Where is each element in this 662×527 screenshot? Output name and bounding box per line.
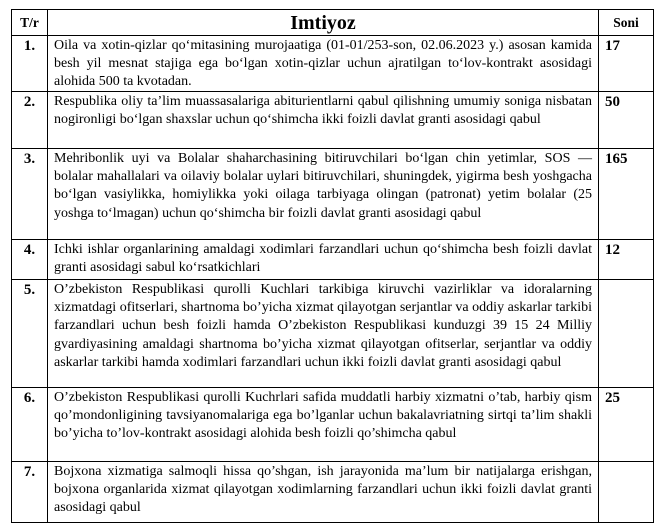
benefits-table bbox=[11, 9, 654, 523]
header-benefit: Imtiyoz bbox=[48, 10, 599, 36]
row-count: 165 bbox=[599, 149, 654, 240]
table-row bbox=[12, 388, 654, 462]
row-count: 12 bbox=[599, 240, 654, 280]
row-number: 7. bbox=[12, 462, 48, 523]
table-row bbox=[12, 36, 654, 92]
row-count bbox=[599, 280, 654, 388]
row-text: O’zbekiston Respublikasi qurolli Kuchrlari safida muddatli harbiy xizmatni o’tab, harbiy qism qo’mondonligining tavsiyanomalariga ega bo’lganlar uchun bakalavriatning sirtqi ta’lim shakli bo’yicha to’lov-kontrakt asosidagi alohida besh foizli qo’shimcha qabul bbox=[48, 388, 599, 462]
table-row bbox=[12, 462, 654, 523]
row-count: 50 bbox=[599, 92, 654, 149]
row-number: 3. bbox=[12, 149, 48, 240]
row-number: 6. bbox=[12, 388, 48, 462]
header-row bbox=[12, 10, 654, 36]
table-row bbox=[12, 280, 654, 388]
row-number: 2. bbox=[12, 92, 48, 149]
table-row bbox=[12, 149, 654, 240]
row-text: O’zbekiston Respublikasi qurolli Kuchlari tarkibiga kiruvchi vazirliklar va idoralarning xizmatdagi ofitserlari, shartnoma bo’yicha xizmat qilayotgan serjantlar va oddiy askarlar tarkibi farzandlari uchun besh foizli hamda O’zbekiston Respublikasi kunduzgi 39 15 24 Milliy gvardiyasining amaldagi shartnoma bo’yicha xizmat qilayotgan ofitserlar, serjantlar va oddiy askarlar tarkibi hamda xodimlari farzandlari uchun ikki foizli davlat granti asosidagi qabul bbox=[48, 280, 599, 388]
row-text: Mehribonlik uyi va Bolalar shaharchasining bitiruvchilari boʻlgan chin yetimlar, SOS — bolalar mahallalari va oilaviy bolalar uylari bitiruvchilari, shuningdek, yigirma besh yoshgacha boʻlgan vasiylikka, homiylikka yoki oilaga tarbiyaga olingan (patronat) yetim bolalar (25 yoshga toʻlmagan) uchun qoʻshimcha bir foizli davlat granti asosidagi qabul bbox=[48, 149, 599, 240]
header-number: T/r bbox=[12, 10, 48, 36]
table-row bbox=[12, 240, 654, 280]
row-count bbox=[599, 462, 654, 523]
row-text: Bojxona xizmatiga salmoqli hissa qo’shgan, ish jarayonida ma’lum bir natijalarga erishgan, bojxona organlarida xizmat qilayotgan xodimlarning farzandlari uchun ikki foizli davlat granti asosidagi qabul bbox=[48, 462, 599, 523]
row-count: 25 bbox=[599, 388, 654, 462]
header-count: Soni bbox=[599, 10, 654, 36]
row-number: 5. bbox=[12, 280, 48, 388]
row-text: Respublika oliy taʼlim muassasalariga abiturientlarni qabul qilishning umumiy soniga nisbatan nogironligi boʻlgan shaxslar uchun qoʻshimcha ikki foizli davlat granti asosidagi qabul bbox=[48, 92, 599, 149]
row-number: 4. bbox=[12, 240, 48, 280]
row-text: Ichki ishlar organlarining amaldagi xodimlari farzandlari uchun qoʻshimcha besh foizli davlat granti asosidagi sabul koʻrsatkichlari bbox=[48, 240, 599, 280]
table-row bbox=[12, 92, 654, 149]
row-text: Oila va xotin-qizlar qoʻmitasining murojaatiga (01-01/253-son, 02.06.2023 y.) asosan kamida besh yil mesnat stajiga ega boʻlgan xotin-qizlar uchun ajratilgan toʻlov-kontrakt asosidagi alohida 500 ta kvotadan. bbox=[48, 36, 599, 92]
row-count: 17 bbox=[599, 36, 654, 92]
row-number: 1. bbox=[12, 36, 48, 92]
